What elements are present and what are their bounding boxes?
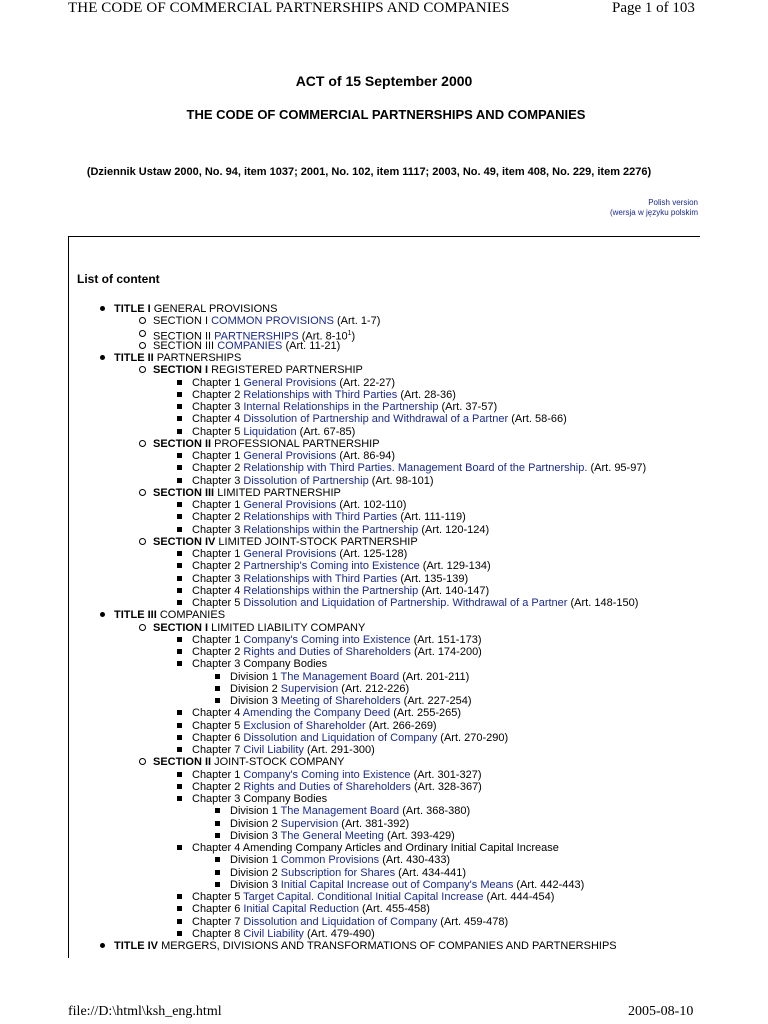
bullet-circle-icon — [139, 366, 146, 373]
toc-item-link[interactable]: Exclusion of Shareholder — [243, 719, 366, 732]
toc-item-articles: (Art. 1-7) — [336, 315, 381, 328]
toc-item-link[interactable]: The Management Board — [280, 805, 400, 818]
toc-item-link[interactable]: Supervision — [280, 817, 339, 830]
toc-item-link[interactable]: Relationships with Third Parties — [243, 572, 398, 585]
toc-item-link[interactable]: Initial Capital Reduction — [243, 903, 359, 916]
toc-item-link[interactable]: General Provisions — [243, 450, 337, 462]
toc-item-link[interactable]: PARTNERSHIPS — [214, 330, 299, 343]
bullet-square-icon — [177, 380, 182, 385]
toc-item — [192, 524, 489, 536]
toc-item-link[interactable]: Relationships with Third Parties — [243, 511, 398, 524]
toc-item-number: Chapter 3 — [192, 523, 241, 536]
bullet-circle-icon — [139, 538, 146, 545]
toc-item — [192, 793, 327, 805]
toc-item-articles: (Art. 381-392) — [341, 817, 410, 830]
bullet-square-icon — [177, 723, 182, 728]
toc-item-link[interactable]: Dissolution of Partnership — [243, 474, 369, 487]
toc-item — [114, 940, 617, 952]
bullet-circle-icon — [139, 624, 146, 631]
bullet-square-icon — [215, 808, 220, 813]
content-frame-left-border — [68, 236, 69, 958]
bullet-circle-icon — [139, 440, 146, 447]
bullet-square-icon — [177, 637, 182, 642]
toc-item-number: Division 2 — [230, 866, 278, 879]
toc-item-number: Chapter 2 — [192, 462, 241, 475]
toc-item-number: TITLE I — [114, 303, 151, 315]
toc-item — [153, 438, 380, 450]
toc-item-articles: (Art. 125-128) — [339, 548, 408, 560]
toc-item — [153, 536, 418, 548]
toc-item — [192, 450, 395, 462]
toc-item — [192, 560, 491, 572]
toc-item-link[interactable]: Relationship with Third Parties. Management Board of the Partnership. — [243, 462, 588, 475]
toc-item-number: Chapter 5 — [192, 597, 241, 609]
toc-item — [230, 867, 466, 879]
toc-item-number: Chapter 4 — [192, 707, 241, 720]
toc-item-link[interactable]: Supervision — [280, 682, 339, 695]
toc-item-number: Division 2 — [230, 682, 278, 695]
toc-item — [192, 597, 638, 609]
bullet-square-icon — [215, 821, 220, 826]
bullet-square-icon — [215, 674, 220, 679]
bullet-square-icon — [177, 919, 182, 924]
toc-item — [192, 769, 482, 781]
toc-item-link[interactable]: Dissolution and Liquidation of Company — [243, 731, 438, 744]
toc-item-number: Chapter 5 — [192, 719, 241, 732]
toc-item — [192, 732, 508, 744]
bullet-square-icon — [177, 404, 182, 409]
toc-item-number: Chapter 3 — [192, 572, 241, 585]
toc-item-articles: (Art. 227-254) — [403, 695, 472, 707]
toc-item-number: Chapter 7 — [192, 744, 241, 756]
bullet-square-icon — [177, 906, 182, 911]
toc-item-articles: (Art. 22-27) — [339, 376, 396, 389]
toc-item-number: SECTION III — [153, 339, 215, 352]
bullet-square-icon — [177, 649, 182, 654]
toc-item-articles: (Art. 37-57) — [441, 401, 498, 413]
toc-item-articles: (Art. 212-226) — [341, 682, 410, 695]
toc-item — [192, 928, 375, 940]
toc-item-number: Chapter 2 — [192, 780, 241, 793]
toc-item-link[interactable]: Rights and Duties of Shareholders — [243, 780, 411, 793]
toc-item — [192, 511, 466, 523]
toc-item-link[interactable]: Company's Coming into Existence — [243, 633, 411, 646]
toc-item — [192, 475, 434, 487]
bullet-disc-icon — [100, 612, 105, 617]
toc-item-articles: (Art. 11-21) — [285, 339, 341, 352]
toc-item-link[interactable]: Liquidation — [243, 425, 297, 438]
bullet-square-icon — [177, 416, 182, 421]
toc-item-number: TITLE II — [114, 352, 154, 364]
toc-item — [192, 413, 567, 425]
toc-item-link[interactable]: General Provisions — [243, 376, 337, 389]
toc-item-articles: (Art. 120-124) — [421, 523, 490, 536]
toc-item — [192, 707, 461, 719]
toc-item-link[interactable]: Partnership's Coming into Existence — [243, 560, 420, 573]
bullet-circle-icon — [139, 758, 146, 765]
toc-item-superscript: 1 — [347, 329, 352, 337]
toc-item — [192, 377, 395, 389]
toc-item-articles: (Art. 86-94) — [339, 450, 396, 462]
bullet-circle-icon — [139, 489, 146, 496]
toc-item-number: SECTION II — [153, 437, 212, 450]
toc-item-number: Chapter 1 — [192, 499, 241, 511]
bullet-square-icon — [177, 392, 182, 397]
toc-item-number: Chapter 5 — [192, 891, 241, 903]
bullet-square-icon — [177, 710, 182, 715]
toc-item — [192, 585, 489, 597]
toc-item-number: Chapter 2 — [192, 511, 241, 524]
journal-reference: (Dziennik Ustaw 2000, No. 94, item 1037; 2001, No. 102, item 1117; 2003, No. 49, item 408, No. 229, item 2276) — [86, 166, 652, 178]
toc-item-link[interactable]: Civil Liability — [243, 744, 304, 756]
toc-item-articles: (Art. 95-97) — [590, 462, 647, 475]
toc-item — [192, 744, 375, 756]
toc-item-link[interactable]: COMPANIES — [217, 339, 283, 352]
toc-item-articles: (Art. 368-380) — [402, 805, 471, 818]
toc-item — [153, 756, 345, 768]
toc-item-number: Chapter 4 Amending Company Articles and Ordinary Initial Capital Increase — [192, 842, 559, 854]
toc-item-articles: (Art. 151-173) — [413, 633, 482, 646]
bullet-square-icon — [177, 845, 182, 850]
polish-version-link-subtitle[interactable]: (wersja w języku polskim — [609, 208, 698, 217]
bullet-square-icon — [215, 857, 220, 862]
toc-item-number: Division 3 — [230, 695, 278, 707]
toc-item-articles-end: ) — [351, 330, 356, 343]
toc-item-number: SECTION III — [153, 486, 215, 499]
toc-item-link[interactable]: Initial Capital Increase out of Company's Means — [280, 878, 514, 891]
toc-item — [153, 487, 341, 499]
toc-item-link[interactable]: COMMON PROVISIONS — [211, 315, 334, 328]
toc-item-articles: (Art. 291-300) — [306, 744, 375, 756]
toc-item-link[interactable]: Dissolution and Liquidation of Partnership. Withdrawal of a Partner — [243, 597, 568, 609]
bullet-square-icon — [177, 429, 182, 434]
toc-item — [114, 303, 277, 315]
content-frame-top-border — [68, 236, 700, 237]
bullet-square-icon — [177, 551, 182, 556]
toc-item — [192, 401, 497, 413]
toc-item-articles: (Art. 140-147) — [421, 584, 490, 597]
toc-item-number: SECTION I — [153, 315, 209, 328]
bullet-square-icon — [177, 502, 182, 507]
bullet-square-icon — [177, 576, 182, 581]
toc-item-number: Chapter 4 — [192, 413, 241, 426]
toc-item-link[interactable]: Rights and Duties of Shareholders — [243, 646, 411, 658]
toc-item-number: Chapter 1 — [192, 548, 241, 560]
toc-item-articles: (Art. 459-478) — [440, 915, 509, 928]
toc-item — [230, 854, 450, 866]
toc-item-title: LIMITED LIABILITY COMPANY — [211, 621, 366, 634]
toc-item — [192, 842, 559, 854]
toc-item-link[interactable]: Target Capital. Conditional Initial Capital Increase — [243, 891, 484, 903]
toc-item-articles: (Art. 201-211) — [402, 670, 470, 683]
bullet-square-icon — [177, 465, 182, 470]
footer-file-path: file://D:\html\ksh_eng.html — [68, 1004, 222, 1019]
toc-item-articles: (Art. 67-85) — [299, 425, 356, 438]
toc-item — [192, 646, 482, 658]
toc-item-articles: (Art. 111-119) — [400, 511, 466, 524]
toc-item-link[interactable]: Meeting of Shareholders — [280, 695, 401, 707]
toc-item-link[interactable]: Dissolution and Liquidation of Company — [243, 915, 438, 928]
bullet-disc-icon — [100, 355, 105, 360]
bullet-square-icon — [177, 478, 182, 483]
toc-item — [153, 364, 363, 376]
header-page-number: Page 1 of 103 — [612, 0, 695, 16]
toc-item-title: LIMITED JOINT-STOCK PARTNERSHIP — [218, 535, 418, 548]
toc-item — [230, 683, 409, 695]
toc-item-number: Chapter 4 — [192, 584, 241, 597]
bullet-square-icon — [177, 931, 182, 936]
toc-item — [230, 830, 455, 842]
toc-item-articles: (Art. 430-433) — [382, 854, 451, 867]
toc-item-link[interactable]: Company's Coming into Existence — [243, 768, 411, 781]
toc-item-articles: (Art. 98-101) — [371, 474, 434, 487]
toc-item — [230, 805, 470, 817]
toc-item-articles: (Art. 393-429) — [386, 829, 455, 842]
bullet-square-icon — [177, 735, 182, 740]
toc-item-title: PROFESSIONAL PARTNERSHIP — [214, 437, 380, 450]
toc-item-title: JOINT-STOCK COMPANY — [214, 756, 345, 769]
toc-item — [230, 695, 472, 707]
toc-item-link[interactable]: Internal Relationships in the Partnership — [243, 401, 439, 413]
toc-item-link[interactable]: Amending the Company Deed — [242, 707, 391, 720]
toc-item — [230, 879, 584, 891]
toc-item-articles: (Art. 270-290) — [440, 731, 509, 744]
toc-item-title: GENERAL PROVISIONS — [153, 303, 278, 315]
toc-item-articles: (Art. 8-10 — [301, 330, 348, 343]
toc-heading: List of content — [77, 272, 160, 286]
toc-item-articles: (Art. 28-36) — [400, 388, 456, 401]
toc-item-number: Chapter 3 — [192, 474, 241, 487]
toc-item-link[interactable]: Common Provisions — [280, 854, 380, 867]
act-title: ACT of 15 September 2000 — [295, 73, 473, 89]
bullet-square-icon — [177, 514, 182, 519]
bullet-square-icon — [177, 600, 182, 605]
toc-item — [153, 622, 365, 634]
toc-item-number: Division 3 — [230, 878, 278, 891]
toc-item-number: SECTION I — [153, 621, 209, 634]
toc-item-articles: (Art. 129-134) — [422, 560, 491, 573]
toc-item-number: SECTION IV — [153, 535, 216, 548]
toc-item — [192, 499, 406, 511]
toc-item-number: Chapter 2 — [192, 388, 241, 401]
toc-item-articles: (Art. 479-490) — [306, 927, 375, 940]
toc-item-number: Chapter 3 — [192, 401, 241, 413]
toc-item-number: Chapter 8 — [192, 927, 241, 940]
toc-item-number: Chapter 5 — [192, 425, 241, 438]
toc-item-number: Chapter 1 — [192, 768, 241, 781]
bullet-square-icon — [177, 527, 182, 532]
toc-item — [192, 462, 646, 474]
bullet-circle-icon — [139, 342, 146, 349]
bullet-disc-icon — [100, 306, 105, 311]
toc-item-link[interactable]: Relationships with Third Parties — [243, 388, 398, 401]
toc-item-number: TITLE IV — [114, 940, 158, 952]
toc-item-number: Chapter 6 — [192, 903, 241, 916]
toc-item-title: LIMITED PARTNERSHIP — [217, 486, 341, 499]
toc-item-link[interactable]: The Management Board — [280, 670, 400, 683]
toc-item-articles: (Art. 58-66) — [511, 413, 567, 426]
toc-item-title: MERGERS, DIVISIONS AND TRANSFORMATIONS OF COMPANIES AND PARTNERSHIPS — [161, 940, 617, 952]
toc-item-articles: (Art. 455-458) — [362, 903, 430, 916]
toc-item-number: Division 1 — [230, 670, 278, 683]
toc-item — [192, 634, 482, 646]
toc-item-link[interactable]: Civil Liability — [243, 927, 304, 940]
toc-item — [230, 671, 469, 683]
toc-item-title: REGISTERED PARTNERSHIP — [211, 364, 363, 377]
toc-item-articles: (Art. 444-454) — [486, 891, 555, 903]
toc-item-number: Chapter 2 — [192, 646, 241, 658]
toc-item — [114, 352, 241, 364]
toc-item — [192, 720, 437, 732]
toc-item-number: Chapter 1 — [192, 633, 241, 646]
toc-item — [192, 903, 430, 915]
toc-item-number: Chapter 6 — [192, 731, 241, 744]
toc-item — [153, 340, 340, 352]
bullet-square-icon — [177, 894, 182, 899]
toc-item — [192, 573, 468, 585]
bullet-square-icon — [177, 563, 182, 568]
toc-item-number: Chapter 1 — [192, 376, 241, 389]
bullet-square-icon — [177, 588, 182, 593]
toc-item-link[interactable]: General Provisions — [243, 548, 337, 560]
toc-item — [192, 389, 456, 401]
toc-item-number: Chapter 2 — [192, 560, 241, 573]
bullet-square-icon — [215, 833, 220, 838]
toc-item — [153, 315, 380, 327]
toc-item-articles: (Art. 442-443) — [516, 878, 585, 891]
toc-item — [192, 891, 554, 903]
bullet-square-icon — [177, 772, 182, 777]
toc-item-link[interactable]: Dissolution of Partnership and Withdrawal of a Partner — [243, 413, 509, 426]
toc-item-title: COMPANIES — [159, 609, 226, 622]
toc-item-number: Division 1 — [230, 854, 278, 867]
bullet-circle-icon — [139, 330, 146, 337]
bullet-square-icon — [215, 870, 220, 875]
header-document-title: THE CODE OF COMMERCIAL PARTNERSHIPS AND COMPANIES — [68, 0, 510, 16]
bullet-disc-icon — [100, 943, 105, 948]
toc-item-articles: (Art. 174-200) — [413, 646, 482, 658]
toc-item-articles: (Art. 135-139) — [400, 572, 469, 585]
toc-item-number: Division 2 — [230, 817, 278, 830]
toc-item — [192, 548, 407, 560]
toc-item-articles: (Art. 434-441) — [398, 866, 467, 879]
bullet-square-icon — [215, 686, 220, 691]
bullet-square-icon — [215, 698, 220, 703]
toc-item — [114, 609, 225, 621]
toc-item — [192, 781, 482, 793]
toc-item-number: SECTION II — [153, 330, 212, 343]
toc-item-number: Division 1 — [230, 805, 278, 818]
toc-item-link[interactable]: The General Meeting — [280, 829, 384, 842]
toc-item-number: Division 3 — [230, 829, 278, 842]
toc-item — [192, 658, 327, 670]
toc-item-articles: (Art. 255-265) — [393, 707, 462, 720]
polish-version-link[interactable]: Polish version — [648, 198, 698, 207]
bullet-square-icon — [177, 796, 182, 801]
toc-item-link[interactable]: General Provisions — [243, 499, 337, 511]
bullet-square-icon — [177, 747, 182, 752]
toc-item — [230, 818, 409, 830]
toc-item — [192, 916, 508, 928]
toc-item-number: SECTION II — [153, 756, 212, 769]
toc-item-articles: (Art. 328-367) — [413, 780, 482, 793]
bullet-circle-icon — [139, 317, 146, 324]
bullet-square-icon — [177, 661, 182, 666]
toc-item-number: Chapter 3 Company Bodies — [192, 793, 328, 805]
toc-item-title: PARTNERSHIPS — [156, 352, 242, 364]
code-title: THE CODE OF COMMERCIAL PARTNERSHIPS AND COMPANIES — [186, 107, 586, 122]
bullet-square-icon — [177, 453, 182, 458]
toc-item-articles: (Art. 301-327) — [413, 768, 482, 781]
bullet-square-icon — [177, 784, 182, 789]
toc-item-number: Chapter 1 — [192, 450, 241, 462]
toc-item-number: SECTION I — [153, 364, 209, 377]
toc-item-number: Chapter 3 Company Bodies — [192, 658, 328, 671]
toc-item-link[interactable]: Relationships within the Partnership — [243, 584, 419, 597]
toc-item-number: TITLE III — [114, 609, 157, 622]
toc-item-link[interactable]: Subscription for Shares — [280, 866, 396, 879]
toc-item-articles: (Art. 148-150) — [570, 597, 639, 609]
toc-item — [192, 426, 355, 438]
toc-item-articles: (Art. 102-110) — [339, 499, 407, 511]
footer-date: 2005-08-10 — [628, 1004, 694, 1019]
toc-item-articles: (Art. 266-269) — [368, 719, 437, 732]
toc-item-link[interactable]: Relationships within the Partnership — [243, 523, 419, 536]
toc-item-number: Chapter 7 — [192, 915, 241, 928]
bullet-square-icon — [215, 882, 220, 887]
